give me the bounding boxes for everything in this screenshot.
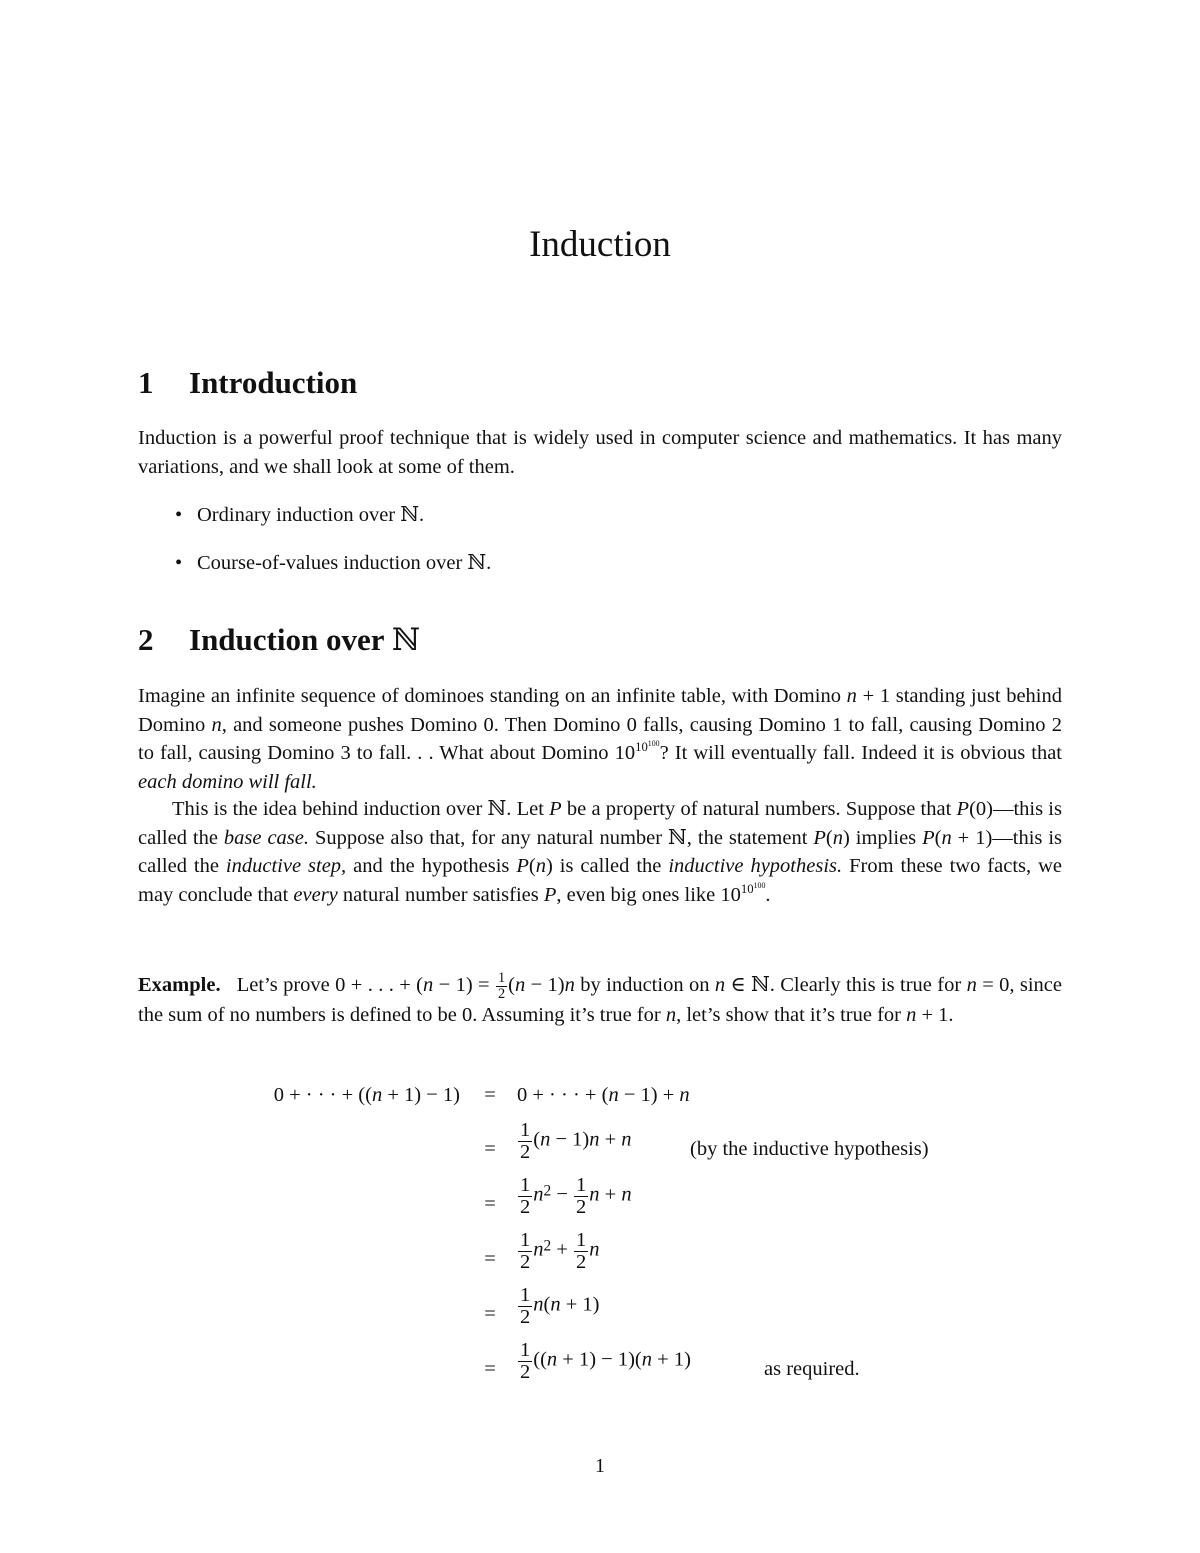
derivation-lhs: 0 + · · · + ((n + 1) − 1) xyxy=(273,1084,460,1106)
fraction: $\frac{1}{2}$ xyxy=(497,970,506,1002)
fraction: $\frac{1}{2}$ xyxy=(520,1339,531,1383)
derivation-row: = $\frac{1}{2}$ (n − 1)n + n (by the inductive hypothesis) xyxy=(484,1119,929,1163)
induction-idea-paragraph: This is the idea behind induction over ℕ. Let P be a property of natural numbers. Suppose that P(0)—this is called the base case. Suppose also that, for any natural number ℕ, the statement P(n) implies P(n + 1)—this is called the inductive step, and the hypothesis P(n) is called the inductive hypothesis. From these two facts, we may conclude that every natural number satisfies P, even big ones like $10^{10^{100}}$. xyxy=(138,798,1063,906)
section-1-paragraph: Induction is a powerful proof technique that is widely used in computer science and mathematics. It has many variations, and we shall look at some of them. xyxy=(138,427,1062,478)
bullet-item: • Course-of-values induction over ℕ. xyxy=(175,549,491,577)
bullet-icon: • xyxy=(175,504,183,526)
derivation-row: = $\frac{1}{2}$ $n^2$ + $\frac{1}{2}$ n xyxy=(484,1229,600,1273)
example-paragraph: Example. Let’s prove 0 + . . . + (n − 1) = $\frac{1}{2}$ (n − 1)n by induction on n ∈ ℕ. Clearly this is true for n = 0, since the sum of no numbers is defined to be 0. Assuming it’s true for n, let’s show that it’s true for n + 1. xyxy=(138,970,1063,1027)
section-1-title: Introduction xyxy=(189,365,358,400)
derivation-row: 0 + · · · + ((n + 1) − 1) = 0 + · · · + (n − 1) + n xyxy=(273,1084,690,1106)
naturals-symbol: ℕ xyxy=(391,622,421,657)
derivation-note: (by the inductive hypothesis) xyxy=(690,1138,929,1160)
bullet-icon: • xyxy=(175,552,183,574)
section-2-title: Induction over xyxy=(189,622,392,657)
document-title: Induction xyxy=(529,224,671,265)
page-number: 1 xyxy=(595,1455,605,1477)
derivation-row: = $\frac{1}{2}$ ((n + 1) − 1)(n + 1) as required. xyxy=(484,1339,860,1383)
derivation-row: = $\frac{1}{2}$ n(n + 1) xyxy=(484,1284,600,1328)
fraction: $\frac{1}{2}$ xyxy=(520,1284,531,1328)
section-2-heading xyxy=(138,621,420,659)
section-1-heading xyxy=(138,364,357,402)
example-label: Example. xyxy=(138,974,221,996)
bullet-item: • Ordinary induction over ℕ. xyxy=(175,501,424,529)
fraction: $\frac{1}{2}$ xyxy=(520,1119,531,1163)
section-1-number: 1 xyxy=(138,365,154,400)
section-2-number: 2 xyxy=(138,622,154,657)
dominoes-paragraph: Imagine an infinite sequence of dominoes standing on an infinite table, with Domino n + 1 standing just behind Domino n, and someone pushes Domino 0. Then Domino 0 falls, causing Domino 1 to fall, causing Domino 2 to fall, causing Domino 3 to fall. . . What about Domino $10^{10^{100}}$? It will eventually fall. Indeed it is obvious that each domino will fall. xyxy=(138,685,1063,793)
derivation-note: as required. xyxy=(764,1358,860,1380)
derivation-row: = $\frac{1}{2}$ $n^2$ − $\frac{1}{2}$ n + n xyxy=(484,1174,632,1218)
